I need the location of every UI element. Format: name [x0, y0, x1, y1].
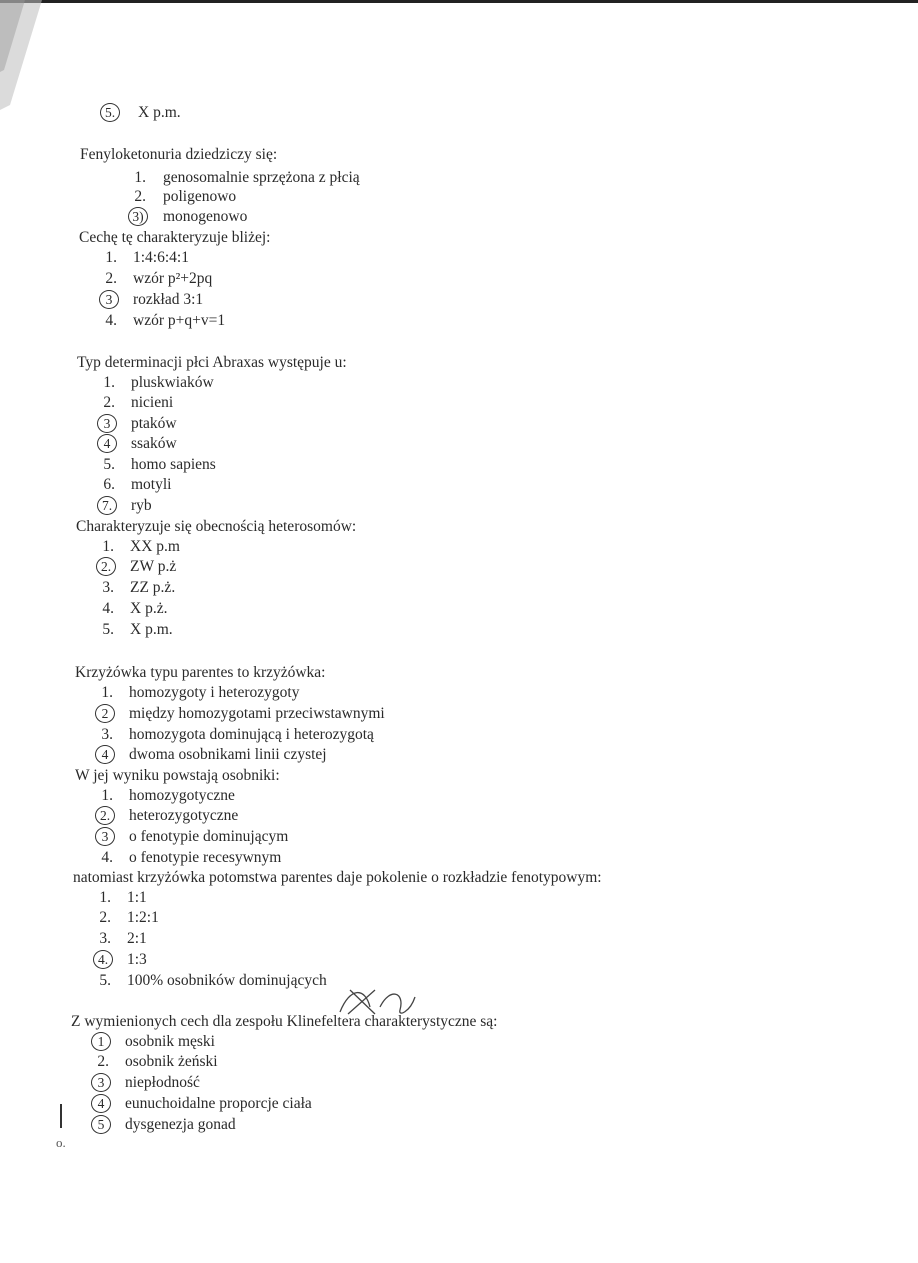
answer-option-text: osobnik żeński: [125, 1053, 218, 1070]
circled-answer-number: 1: [91, 1032, 111, 1051]
answer-option-text: ZW p.ż: [130, 558, 177, 575]
answer-option-text: 1:3: [127, 951, 147, 968]
question-stem: Z wymienionych cech dla zespołu Klinefeltera charakterystyczne są:: [71, 1013, 498, 1030]
circled-answer-number: 2.: [96, 557, 116, 576]
answer-option-text: 2:1: [127, 930, 147, 947]
answer-option-text: o fenotypie recesywnym: [129, 849, 282, 866]
circled-answer-number: 3: [91, 1073, 111, 1092]
answer-option-text: ptaków: [131, 415, 177, 432]
circled-answer-number: 2: [95, 704, 115, 723]
answer-number: 2.: [105, 270, 117, 287]
answer-option-text: niepłodność: [125, 1074, 200, 1091]
question-stem: Cechę tę charakteryzuje bliżej:: [79, 229, 271, 246]
answer-option-text: między homozygotami przeciwstawnymi: [129, 705, 385, 722]
answer-option-text: heterozygotyczne: [129, 807, 239, 824]
answer-option-text: homozygota dominującą i heterozygotą: [129, 726, 374, 743]
answer-option-text: genosomalnie sprzężona z płcią: [163, 169, 360, 186]
circled-answer-number: 3: [97, 414, 117, 433]
answer-number: 1.: [105, 249, 117, 266]
handwritten-scribble: [330, 982, 420, 1022]
answer-option-text: dysgenezja gonad: [125, 1116, 236, 1133]
question-stem: Charakteryzuje się obecnością heterosomów:: [76, 518, 357, 535]
circled-answer-number: 2.: [95, 806, 115, 825]
answer-option-text: pluskwiaków: [131, 374, 214, 391]
answer-number: 4.: [101, 849, 113, 866]
answer-option-text: ssaków: [131, 435, 177, 452]
answer-option-text: homozygotyczne: [129, 787, 235, 804]
answer-number: 1.: [99, 889, 111, 906]
answer-option-text: wzór p+q+v=1: [133, 312, 226, 329]
answer-option-text: motyli: [131, 476, 172, 493]
scan-top-edge: [0, 0, 918, 3]
answer-number: 1.: [101, 684, 113, 701]
circled-answer-number: 7.: [97, 496, 117, 515]
answer-number: 1.: [103, 374, 115, 391]
answer-option-text: X p.m.: [130, 621, 173, 638]
answer-number: 3.: [99, 930, 111, 947]
answer-option-text: rozkład 3:1: [133, 291, 204, 308]
answer-number: 5.: [99, 972, 111, 989]
answer-number: 2.: [134, 188, 146, 205]
answer-option-text: dwoma osobnikami linii czystej: [129, 746, 327, 763]
circled-answer-number: 3): [128, 207, 148, 226]
answer-number: 4.: [105, 312, 117, 329]
circled-answer-number: 4: [95, 745, 115, 764]
answer-option-text: nicieni: [131, 394, 174, 411]
answer-number: 1.: [101, 787, 113, 804]
circled-answer-number: 5: [91, 1115, 111, 1134]
answer-option-text: 1:4:6:4:1: [133, 249, 189, 266]
circled-answer-number: 4.: [93, 950, 113, 969]
answer-option-text: poligenowo: [163, 188, 237, 205]
answer-number: 6.: [103, 476, 115, 493]
answer-option-text: o fenotypie dominującym: [129, 828, 289, 845]
answer-option-text: ZZ p.ż.: [130, 579, 176, 596]
answer-number: 1.: [134, 169, 146, 186]
circled-answer-number: 3: [99, 290, 119, 309]
margin-note: o.: [56, 1135, 66, 1150]
circled-answer-number: 5.: [100, 103, 120, 122]
answer-option-text: eunuchoidalne proporcje ciała: [125, 1095, 312, 1112]
answer-option-text: ryb: [131, 497, 152, 514]
circled-answer-number: 4: [91, 1094, 111, 1113]
answer-option-text: 1:1: [127, 889, 147, 906]
scan-corner-shadow: [0, 0, 60, 120]
circled-answer-number: 3: [95, 827, 115, 846]
answer-option-text: XX p.m: [130, 538, 180, 555]
answer-number: 5.: [103, 456, 115, 473]
answer-option-text: X p.m.: [138, 104, 181, 121]
answer-option-text: osobnik męski: [125, 1033, 215, 1050]
answer-option-text: wzór p²+2pq: [133, 270, 213, 287]
question-stem: Typ determinacji płci Abraxas występuje u:: [77, 354, 347, 371]
answer-option-text: 100% osobników dominujących: [127, 972, 327, 989]
margin-stroke: [60, 1104, 62, 1128]
answer-option-text: monogenowo: [163, 208, 248, 225]
question-stem: Krzyżówka typu parentes to krzyżówka:: [75, 664, 326, 681]
answer-number: 4.: [102, 600, 114, 617]
answer-number: 2.: [99, 909, 111, 926]
answer-number: 2.: [97, 1053, 109, 1070]
answer-option-text: homozygoty i heterozygoty: [129, 684, 300, 701]
question-stem: natomiast krzyżówka potomstwa parentes daje pokolenie o rozkładzie fenotypowym:: [73, 869, 602, 886]
answer-number: 3.: [101, 726, 113, 743]
answer-option-text: 1:2:1: [127, 909, 159, 926]
answer-number: 1.: [102, 538, 114, 555]
question-stem: Fenyloketonuria dziedziczy się:: [80, 146, 278, 163]
answer-number: 5.: [102, 621, 114, 638]
answer-option-text: homo sapiens: [131, 456, 216, 473]
answer-number: 3.: [102, 579, 114, 596]
answer-option-text: X p.ż.: [130, 600, 168, 617]
question-stem: W jej wyniku powstają osobniki:: [75, 767, 280, 784]
answer-number: 2.: [103, 394, 115, 411]
circled-answer-number: 4: [97, 434, 117, 453]
